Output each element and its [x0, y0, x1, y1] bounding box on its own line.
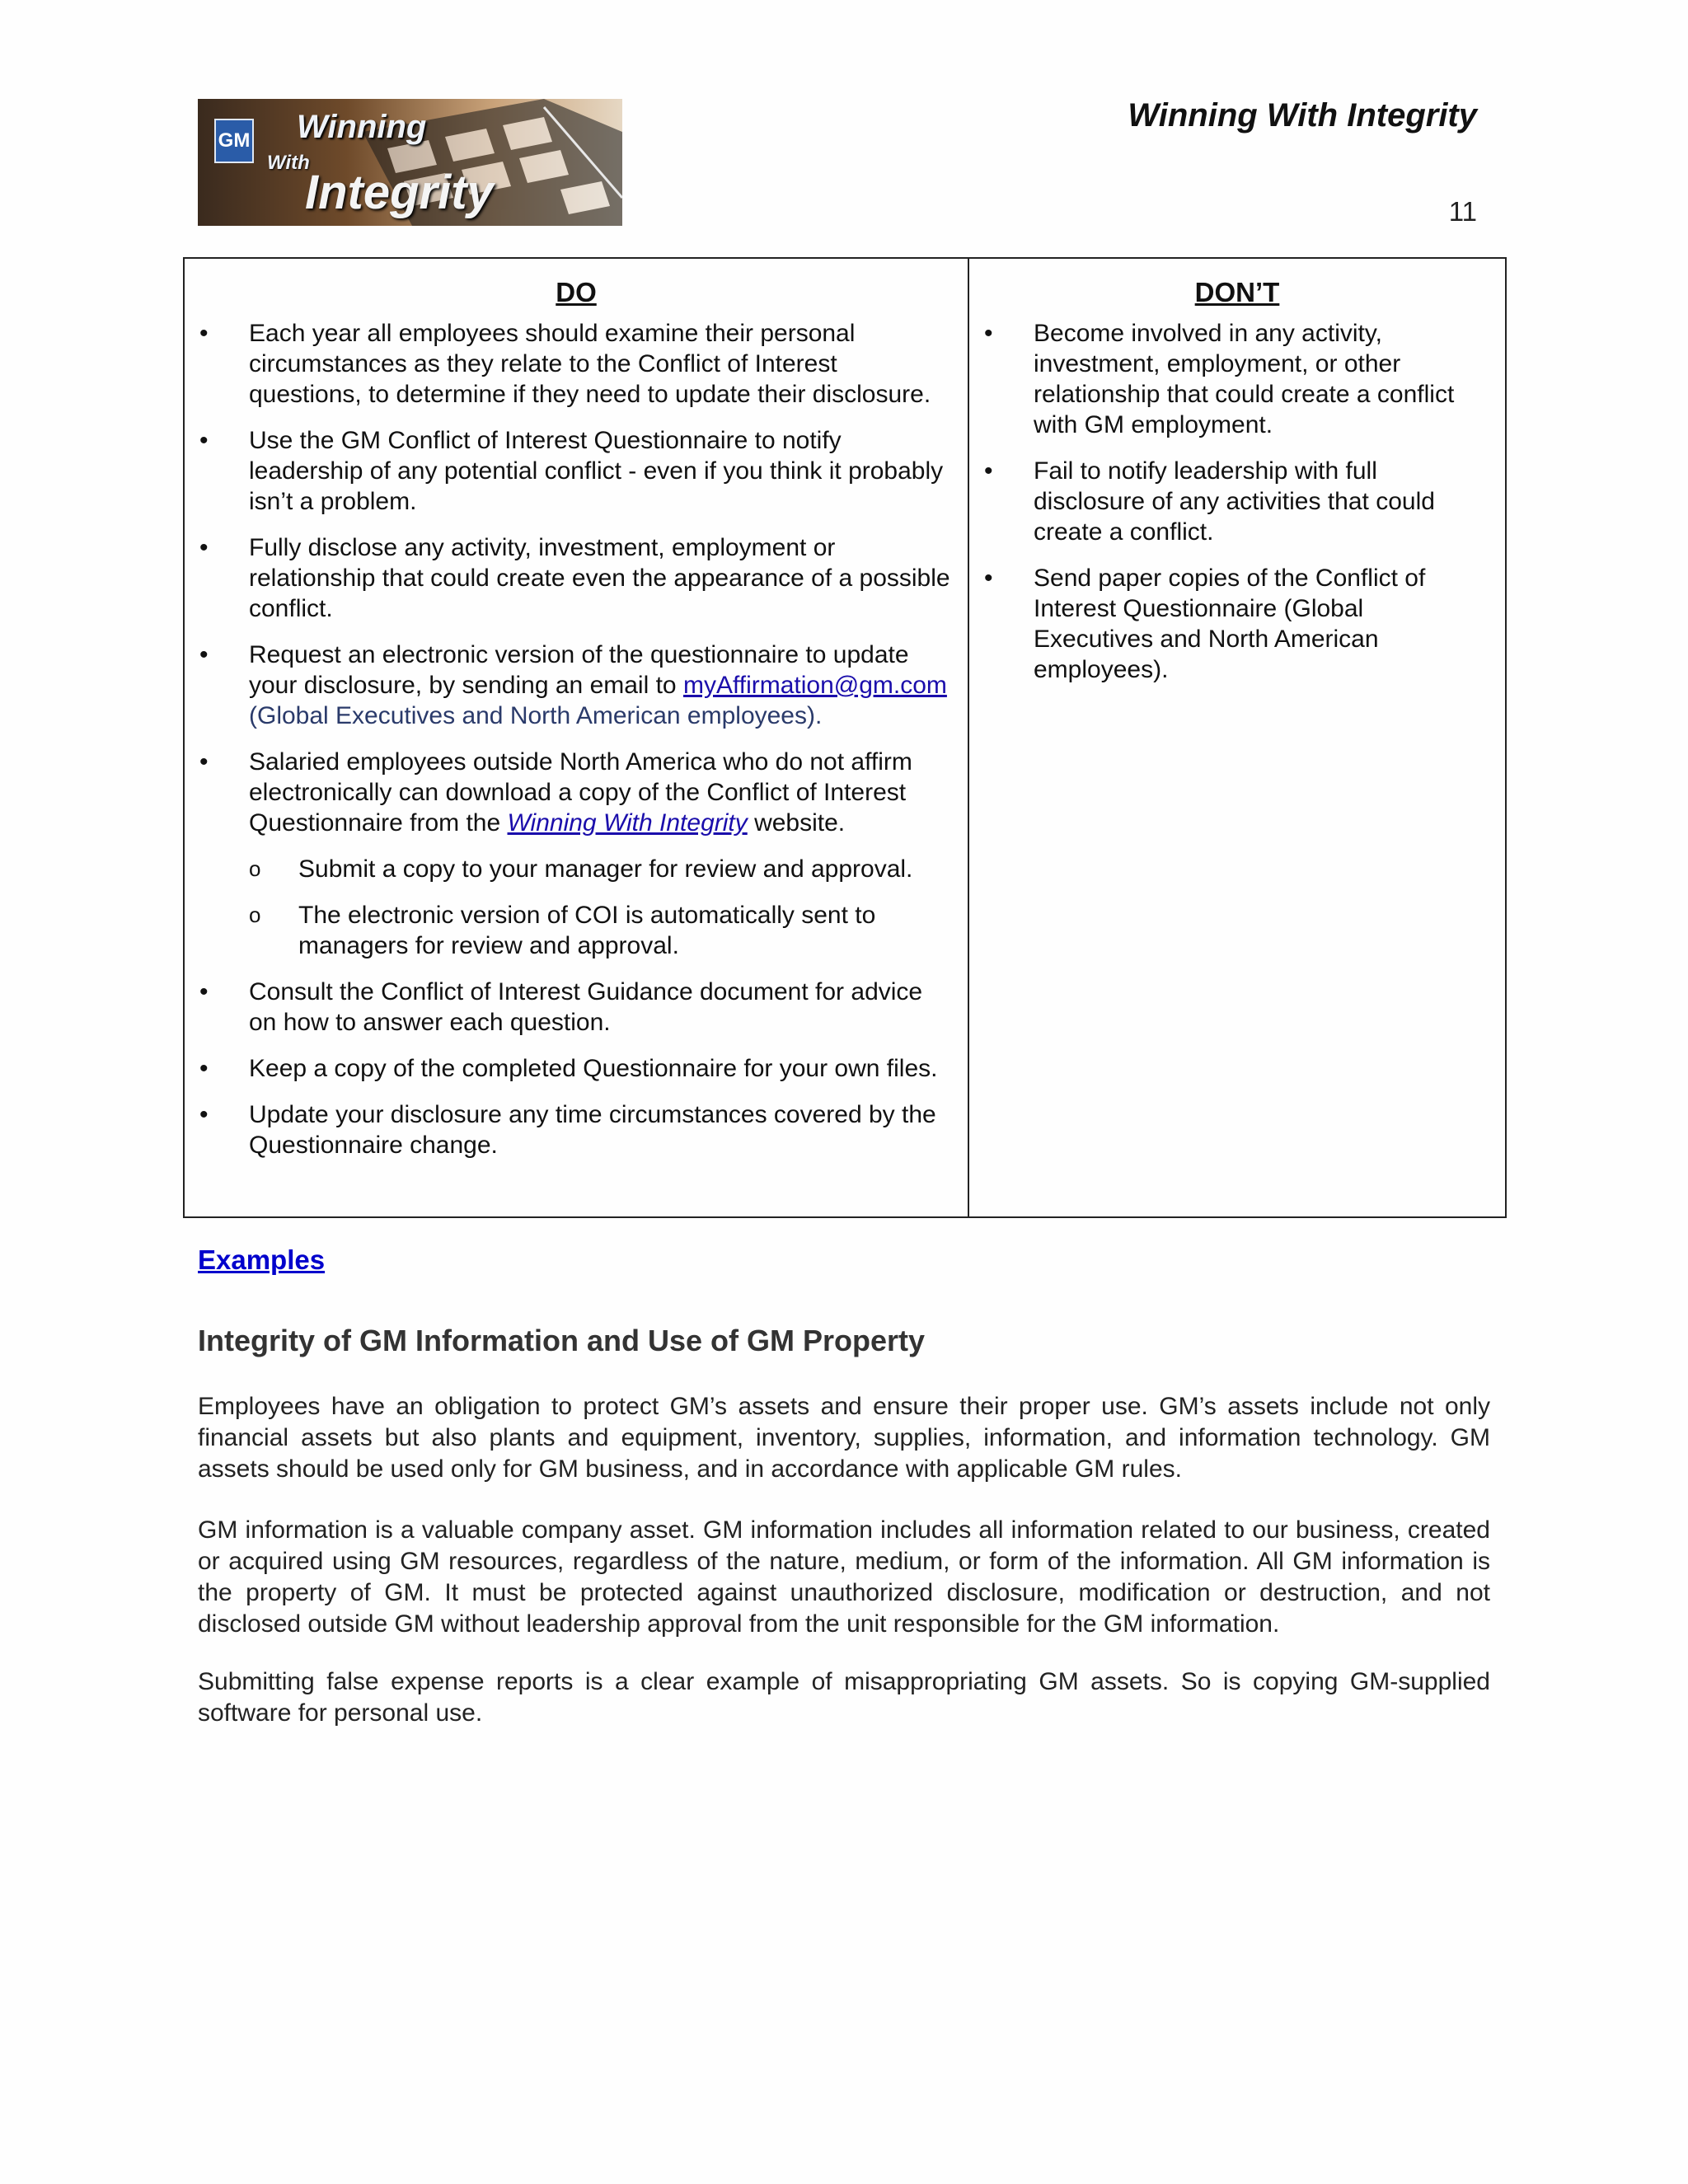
paragraph: GM information is a valuable company asset. GM information includes all information related to our business, created or acquired using GM resources, regardless of the nature, medium, or form of the information. All GM information is the property of GM. It must be protected against unauthorized disclosure, modification or destruction, and not disclosed outside GM without leadership approval from the unit responsible for the GM information.	[198, 1516, 1490, 1638]
bullet-icon: •	[984, 457, 993, 485]
circle-bullet-icon: o	[249, 856, 261, 881]
list-item: • Update your disclosure any time circumstances covered by the Questionnaire change.	[199, 1101, 936, 1159]
list-item: • Fail to notify leadership with full disclosure of any activities that could create a conflict.	[984, 457, 1435, 546]
examples-link[interactable]: Examples	[198, 1244, 326, 1275]
logo-text-with: With	[267, 152, 310, 174]
list-item: • Become involved in any activity, investment, employment, or other relationship that could create a conflict with GM employment.	[984, 320, 1455, 438]
bullet-icon: •	[984, 320, 993, 347]
do-column	[185, 259, 969, 1216]
do-list-continued	[185, 977, 968, 1160]
list-item: • Request an electronic version of the questionnaire to update your disclosure, by sending an email to myAffirmation@gm.com (Global Executives and North American employees).	[199, 641, 947, 729]
bullet-icon: •	[199, 320, 209, 347]
dont-heading: DON’T	[1194, 277, 1280, 307]
do-dont-table	[183, 257, 1507, 1218]
page-number: 11	[1448, 196, 1477, 227]
do-heading: DO	[556, 277, 597, 307]
do-sublist	[185, 854, 968, 961]
list-item: • Keep a copy of the completed Questionnaire for your own files.	[199, 1055, 938, 1082]
sub-list-item: o The electronic version of COI is automatically sent to managers for review and approval.	[249, 902, 876, 959]
bullet-icon: •	[199, 641, 209, 668]
list-item: • Fully disclose any activity, investment, employment or relationship that could create even the appearance of a possible conflict.	[199, 534, 950, 622]
dont-column	[969, 259, 1505, 1216]
bullet-icon: •	[199, 1101, 209, 1128]
document-title: Winning With Integrity	[1128, 97, 1477, 134]
section-title: Integrity of GM Information and Use of GM Property	[198, 1324, 926, 1357]
sub-list-item: o Submit a copy to your manager for review and approval.	[249, 855, 913, 883]
circle-bullet-icon: o	[249, 902, 261, 927]
email-link[interactable]: myAffirmation@gm.com	[682, 672, 947, 699]
list-item: • Consult the Conflict of Interest Guidance document for advice on how to answer each question.	[199, 978, 923, 1036]
list-item: • Use the GM Conflict of Interest Questionnaire to notify leadership of any potential conflict - even if you think it probably isn’t a problem.	[199, 427, 944, 515]
bullet-icon: •	[984, 565, 993, 592]
bullet-icon: •	[199, 748, 209, 776]
paragraph: Submitting false expense reports is a clear example of misappropriating GM assets. So is copying GM-supplied software for personal use.	[198, 1668, 1490, 1727]
gm-badge: GM	[214, 119, 254, 163]
list-item: • Send paper copies of the Conflict of Interest Questionnaire (Global Executives and North American employees).	[984, 565, 1426, 683]
list-item: • Salaried employees outside North America who do not affirm electronically can download a copy of the Conflict of Interest Questionnaire from the Winning With Integrity website.	[199, 748, 912, 837]
logo-text-winning: Winning	[297, 109, 427, 145]
bullet-icon: •	[199, 978, 209, 1005]
winning-with-integrity-link[interactable]: Winning With Integrity	[507, 809, 748, 837]
bullet-icon: •	[199, 427, 209, 454]
logo-text-integrity: Integrity	[305, 166, 494, 219]
bullet-icon: •	[199, 534, 209, 561]
winning-with-integrity-logo	[198, 99, 622, 226]
list-item: • Each year all employees should examine their personal circumstances as they relate to the Conflict of Interest questions, to determine if they need to update their disclosure.	[199, 320, 931, 408]
paragraph: Employees have an obligation to protect GM’s assets and ensure their proper use. GM’s assets include not only financial assets but also plants and equipment, inventory, supplies, information, and information technology. GM assets should be used only for GM business, and in accordance with applicable GM rules.	[198, 1393, 1490, 1483]
bullet-icon: •	[199, 1055, 209, 1082]
do-list	[185, 318, 968, 838]
dont-list	[969, 318, 1505, 685]
